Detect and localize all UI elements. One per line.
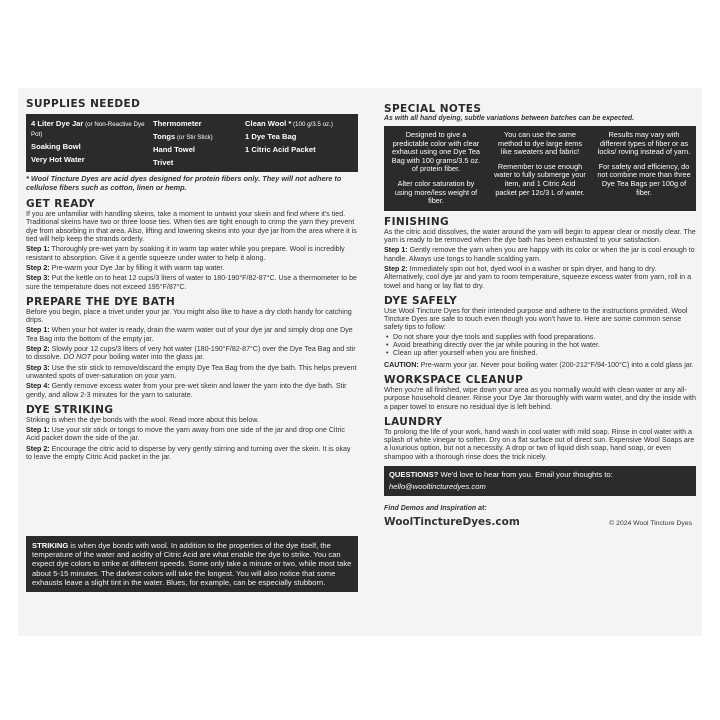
supplies-box	[26, 114, 358, 172]
special-notes-title: SPECIAL NOTES	[384, 103, 482, 115]
questions-text: QUESTIONS? We'd love to hear from you. Email your thoughts to:	[389, 469, 613, 479]
dye-safely-title: DYE SAFELY	[384, 294, 458, 307]
website-link[interactable]: WoolTinctureDyes.com	[384, 515, 520, 528]
special-note-column: Results may vary with different types of fiber or as locks/ roving instead of yarn. For safety and efficiency, do not combine more than three Dye Tea Bags per 100g of fiber.	[597, 130, 691, 197]
laundry-text: To prolong the life of your work, hand wash in cool water with mild soap. Rinse in cool water with a splash of white vinegar to soften. Dry on a flat surface out of direct sun. Expensive Wool Soaps are a luxurious option, but not a necessity. A drop or two of liquid dish soap, hand soap, or even shampoo with a thorough rinse does the trick nicely.	[384, 427, 695, 461]
supply-item: 1 Citric Acid Packet	[245, 145, 316, 154]
contact-email-link[interactable]: hello@wooltincturedyes.com	[389, 481, 486, 491]
supply-item: Thermometer	[153, 119, 202, 128]
get-ready-step: Step 1: Thoroughly pre-wet yarn by soaking it in warm tap water while you prepare. Wool is incredibly resistant to absorption. Give it a gentle squeeze under water to help it along.	[26, 245, 345, 262]
list-item: • Avoid breathing directly over the jar while pouring in the hot water.	[384, 341, 696, 349]
supplies-column-3	[245, 119, 345, 168]
left-column	[26, 88, 358, 461]
supply-item: Soaking Bowl	[31, 142, 81, 151]
supply-item: 1 Dye Tea Bag	[245, 132, 297, 141]
striking-intro: Striking is when the dye bonds with the wool. Read more about this below.	[26, 415, 260, 424]
find-demos-label: Find Demos and Inspiration at:	[384, 504, 487, 512]
caution-note: CAUTION: Pre-warm your jar. Never pour boiling water (200-212°F/94-100°C) into a cold glass jar.	[384, 360, 694, 369]
supply-item: Tongs (or Stir Stick)	[153, 132, 213, 141]
finishing-intro: As the citric acid dissolves, the water around the yarn will begin to appear clear or mostly clear. The yarn is ready to be removed when the dye bath has been exhausted to your satisfaction.	[384, 227, 696, 245]
finishing-step: Step 1: Gently remove the yarn when you are happy with its color or when the jar is cool enough to handle. Always use tongs to handle scalding yarn.	[384, 246, 695, 263]
prepare-title: PREPARE THE DYE BATH	[26, 295, 176, 308]
get-ready-intro: If you are unfamiliar with handling skeins, take a moment to untwist your skein and find where it's tied. Traditional skeins have two or three loose ties. When ties are tight enough to crimp the yarn they prevent dye from absorbing in that area. Also, lifting and lowering skeins into your dye jar from the area where it is tied will help keep the strands orderly.	[26, 210, 357, 244]
prepare-step: Step 2: Slowly pour 12 cups/3 liters of very hot water (180-190°F/82-87°C) over the Dye Tea Bag and stir to dissolve. DO NOT pour boiling water into the glass jar.	[26, 345, 356, 362]
supplies-column-1	[31, 119, 153, 168]
supply-item: Clean Wool * (100 g/3.5 oz.)	[245, 119, 333, 128]
questions-box	[384, 466, 696, 496]
supplies-column-2	[153, 119, 245, 168]
prepare-step: Step 4: Gently remove excess water from your pre-wet skein and lower the yarn into the dye bath. Stir gently, and allow 2-3 minutes for the yarn to saturate.	[26, 382, 347, 399]
finishing-title: FINISHING	[384, 215, 450, 228]
special-note-column: You can use the same method to dye large items like sweaters and fabric! Remember to use enough water to fully submerge your item, and 1 Citric Acid packet per 12c/3 L of water.	[494, 130, 586, 197]
get-ready-step: Step 3: Put the kettle on to heat 12 cups/3 liters of water to 180-190°F/82-87°C. Use a thermometer to be sure the temperature does not exceed 195°F/87°C.	[26, 274, 357, 291]
supplies-title: SUPPLIES NEEDED	[26, 98, 141, 110]
striking-info-box: STRIKING is when dye bonds with wool. In addition to the properties of the dye itself, the temperature of the water and acidity of Citric Acid are what enable the dye to strike. You can expect dye colors to strike at different speeds. Some only take a minute or two, while most take about 5-15 minutes. The darkest colors will take the longest. You will also notice that some exhausts leave a slight tint in the water. Blues, for example, can be especially stubborn.	[26, 536, 358, 592]
supply-item: Hand Towel	[153, 145, 196, 154]
right-column	[384, 88, 696, 528]
workspace-cleanup-title: WORKSPACE CLEANUP	[384, 373, 524, 386]
special-note-column: Designed to give a predictable color with clear exhaust using one Dye Tea Bag with 100 grams/3.5 oz. of protein fiber. Alter color saturation by using more/less weight of fiber.	[391, 130, 481, 206]
list-item: • Do not share your dye tools and supplies with food preparations.	[384, 333, 696, 341]
laundry-title: LAUNDRY	[384, 415, 443, 428]
get-ready-step: Step 2: Pre-warm your Dye Jar by filling it with warm tap water.	[26, 263, 225, 272]
supply-item: Very Hot Water	[31, 155, 85, 164]
list-item: • Clean up after yourself when you are finished.	[384, 349, 696, 357]
workspace-cleanup-text: When you're all finished, wipe down your area as you normally would with clean water or any all-purpose household cleaner. Rinse your Dye Jar thoroughly with warm water, and dry the inside with a paper towel to ensure no residual dye is left behind.	[384, 385, 696, 411]
supply-item: Trivet	[153, 158, 174, 167]
copyright: © 2024 Wool Tincture Dyes	[609, 519, 692, 527]
dye-safely-intro: Use Wool Tincture Dyes for their intended purpose and adhere to the instructions provided. Wool Tincture Dyes are safe to touch even though you won't have to. Here are some common sense safety tips to follow:	[384, 306, 688, 332]
special-notes-box	[384, 126, 696, 211]
striking-title: DYE STRIKING	[26, 403, 114, 416]
prepare-step: Step 3: Use the stir stick to remove/discard the empty Dye Tea Bag from the dye bath. This helps prevent unwanted spots of over-saturation on your yarn.	[26, 363, 357, 380]
striking-step: Step 1: Use your stir stick or tongs to move the yarn away from one side of the jar and drop one Citric Acid packet down the side of the jar.	[26, 426, 345, 443]
get-ready-title: GET READY	[26, 198, 96, 211]
prepare-step: Step 1: When your hot water is ready, drain the warm water out of your dye jar and simply drop one Dye Tea Bag into the bottom of the empty jar.	[26, 326, 353, 343]
footer	[384, 516, 696, 528]
finishing-step: Step 2: Immediately spin out hot, dyed wool in a washer or spin dryer, and hang to dry. Alternatively, cool dye jar and yarn to room temperature, squeeze excess water from yarn, roll in a towel and hang or lay flat to dry.	[384, 264, 692, 290]
safety-tips-list	[384, 333, 696, 358]
instruction-sheet	[18, 88, 702, 636]
prepare-intro: Before you begin, place a trivet under your jar. You might also like to have a dry cloth handy for catching drips.	[26, 307, 352, 325]
special-notes-subtitle: As with all hand dyeing, subtle variations between batches can be expected.	[384, 115, 635, 122]
striking-step: Step 2: Encourage the citric acid to disperse by very gently stirring and turning over the skein. It is okay to leave the empty Citric Acid packet in the jar.	[26, 444, 351, 462]
supply-item: 4 Liter Dye Jar (or Non-Reactive Dye Pot)	[31, 119, 145, 138]
supplies-footnote: * Wool Tincture Dyes are acid dyes designed for protein fibers only. They will not adhere to cellulose fibers such as cotton, linen or hemp.	[26, 174, 342, 192]
